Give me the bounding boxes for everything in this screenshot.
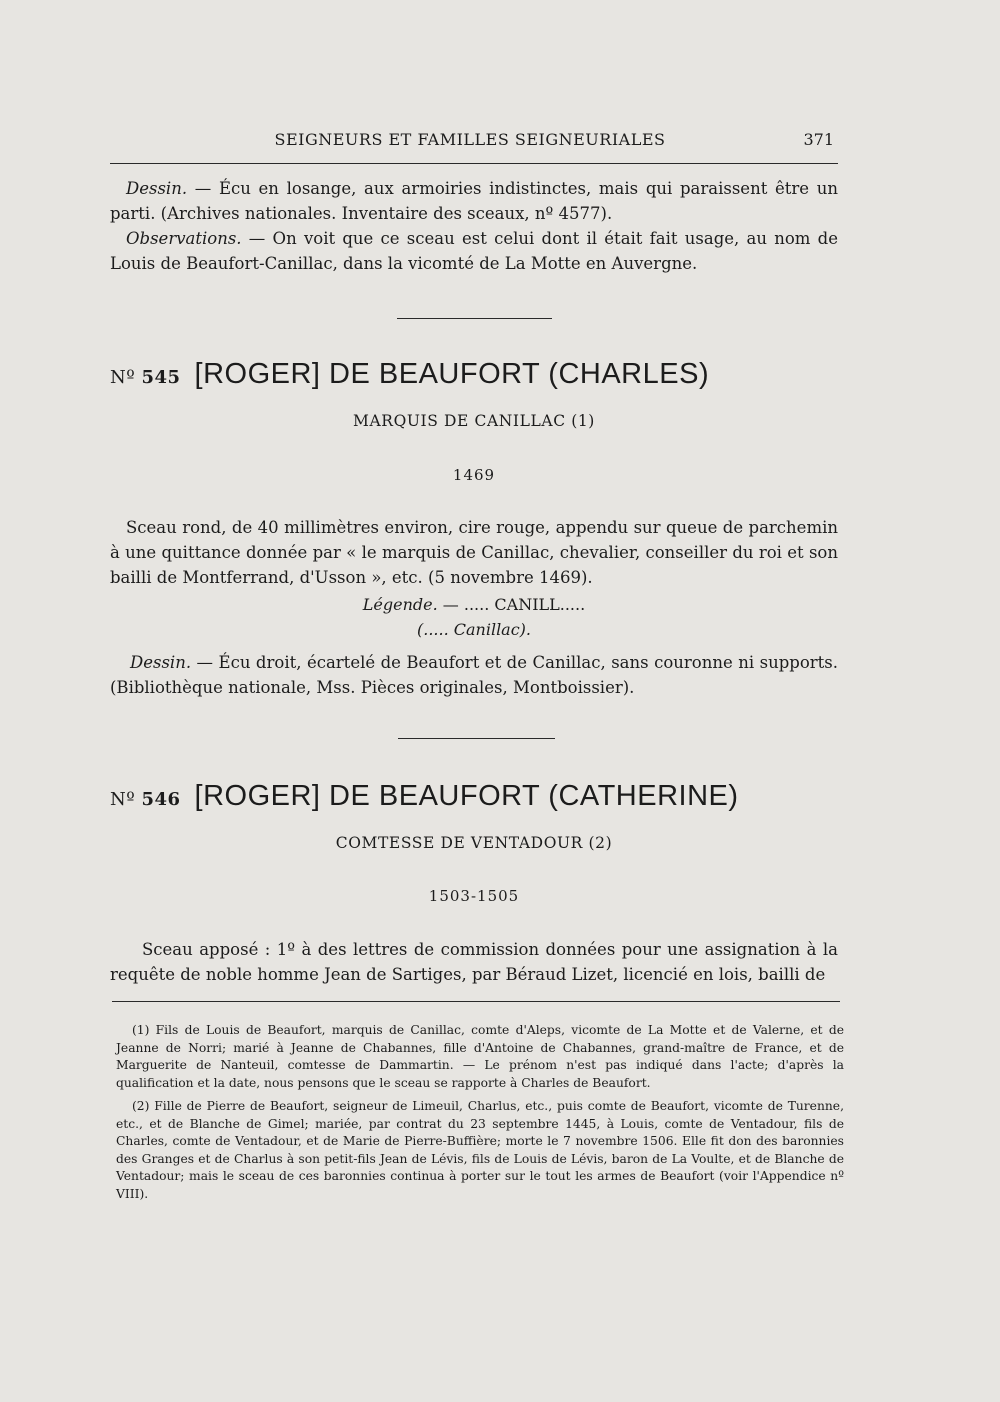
running-header: SEIGNEURS ET FAMILLES SEIGNEURIALES bbox=[274, 130, 666, 149]
section-divider bbox=[398, 738, 555, 739]
entry-546-subtitle: COMTESSE DE VENTADOUR (2) bbox=[335, 834, 613, 852]
entry-name: [ROGER] DE BEAUFORT (CATHERINE) bbox=[194, 780, 739, 812]
entry-545-title bbox=[110, 358, 838, 391]
dessin-paragraph bbox=[110, 176, 838, 226]
continued-entry bbox=[110, 176, 838, 276]
entry-name: [ROGER] DE BEAUFORT (CHARLES) bbox=[194, 358, 710, 390]
footnote-2: (2) Fille de Pierre de Beaufort, seigneur de Limeuil, Charlus, etc., puis comte de Beaufort, vicomte de Turenne, etc., et de Blanche de Gimel; mariée, par contrat du 23 septembre 1445, à Louis, comte de Ventadour, fils de Charles, comte de Ventadour, et de Marie de Pierre-Buffière; morte le 7 novembre 1506. Elle fit don des baronnies des Granges et de Charlus à son petit-fils Jean de Lévis, fils de Louis de Lévis, baron de La Voulte, et de Blanche de Ventadour; mais le sceau de ces baronnies continua à porter sur le tout les armes de Beaufort (voir l'Appendice nº VIII). bbox=[116, 1099, 844, 1201]
legend-translation: (..... Canillac). bbox=[416, 620, 532, 639]
section-divider bbox=[397, 318, 552, 319]
entry-number: Nº 546 bbox=[110, 789, 181, 810]
entry-number: Nº 545 bbox=[110, 367, 181, 388]
legend-text: — ..... CANILL..... bbox=[437, 595, 586, 614]
dessin-text: — Écu en losange, aux armoiries indistinctes, mais qui paraissent être un parti. (Archives nationales. Inventaire des sceaux, nº 4577). bbox=[110, 179, 838, 223]
header-rule bbox=[110, 163, 838, 164]
dessin-label: Dessin. bbox=[130, 653, 192, 672]
footnote-rule bbox=[112, 1001, 840, 1002]
footnotes bbox=[116, 1022, 844, 1209]
legend-label: Légende. bbox=[362, 595, 438, 614]
observations-paragraph bbox=[110, 226, 838, 276]
entry-546-title bbox=[110, 780, 838, 813]
entry-545-subtitle: MARQUIS DE CANILLAC (1) bbox=[353, 412, 595, 430]
observations-text: — On voit que ce sceau est celui dont il était fait usage, au nom de Louis de Beaufort-Canillac, dans la vicomté de La Motte en Auvergne. bbox=[110, 229, 838, 273]
page-number: 371 bbox=[803, 130, 834, 149]
dessin-label: Dessin. bbox=[126, 179, 188, 198]
entry-546-date: 1503-1505 bbox=[428, 887, 520, 905]
entry-545-description: Sceau rond, de 40 millimètres environ, cire rouge, appendu sur queue de parchemin à une quittance donnée par « le marquis de Canillac, chevalier, conseiller du roi et son bailli de Montferrand, d'Usson », etc. (5 novembre 1469). bbox=[110, 518, 838, 587]
footnote-1: (1) Fils de Louis de Beaufort, marquis de Canillac, comte d'Aleps, vicomte de La Motte et de Valerne, et de Jeanne de Norri; marié à Jeanne de Chabannes, fille d'Antoine de Chabannes, grand-maître de France, et de Marguerite de Nanteuil, comtesse de Dammartin. — Le prénom n'est pas indiqué dans l'acte; d'après la qualification et la date, nous pensons que le sceau se rapporte à Charles de Beaufort. bbox=[116, 1023, 844, 1090]
dessin-text: — Écu droit, écartelé de Beaufort et de Canillac, sans couronne ni supports. (Bibliothèque nationale, Mss. Pièces originales, Montboissier). bbox=[110, 653, 838, 697]
entry-545-date: 1469 bbox=[452, 466, 496, 484]
observations-label: Observations. bbox=[126, 229, 242, 248]
entry-545-legend bbox=[110, 592, 838, 642]
entry-546-description: Sceau apposé : 1º à des lettres de commission données pour une assignation à la requête de noble homme Jean de Sartiges, par Béraud Lizet, licencié en lois, bailli de bbox=[110, 940, 838, 984]
entry-545-dessin bbox=[110, 650, 838, 700]
